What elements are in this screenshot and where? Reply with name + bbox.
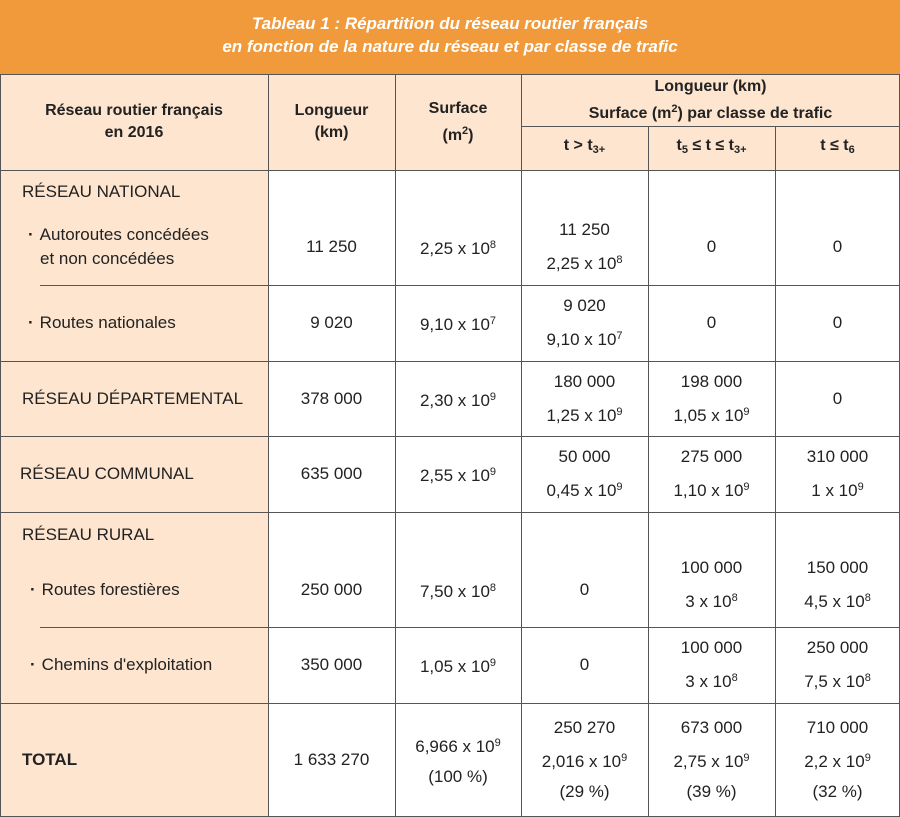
autoroutes-class3: 0 xyxy=(832,236,843,256)
header-surface-line1: Surface xyxy=(428,99,488,117)
row-nationales-label xyxy=(28,285,268,361)
departemental-longueur: 378 000 xyxy=(300,388,363,408)
communal-class3: 310 000 1 x $10^9$ xyxy=(806,447,869,500)
autoroutes-class1: 11 250 2,25 x $10^8$ xyxy=(546,219,623,273)
grid-line xyxy=(0,703,900,704)
forestieres-class2: 100 000 3 x $10^8$ xyxy=(680,557,743,611)
total-longueur: 1 633 270 xyxy=(293,750,370,769)
header-class-2 xyxy=(648,126,775,170)
grid-line xyxy=(40,627,900,628)
total-surface: 6,966 x $10^9$ (100 %) xyxy=(415,737,501,786)
total-class3: 710 000 2,2 x $10^9$ (32 %) xyxy=(804,718,871,801)
departemental-class3: 0 xyxy=(832,388,843,408)
total-class2: 673 000 2,75 x $10^9$ (39 %) xyxy=(673,718,750,801)
nationales-surface: 9,10 x $10^7$ xyxy=(419,315,497,334)
forestieres-surface: 7,50 x $10^8$ xyxy=(419,581,497,601)
autoroutes-longueur: 11 250 xyxy=(306,236,357,256)
header-group-line2: Surface $(m^2)$ par classe de trafic xyxy=(588,102,833,122)
communal-class2: 275 000 1,10 x $10^9$ xyxy=(673,447,750,500)
title-line-2: en fonction de la nature du réseau et par classe de trafic xyxy=(222,37,678,56)
section-departemental: RÉSEAU DÉPARTEMENTAL xyxy=(22,388,244,408)
table-title xyxy=(0,0,900,74)
nationales-longueur: 9 020 xyxy=(310,313,353,332)
grid-line xyxy=(521,126,900,127)
chemins-class3: 250 000 7,5 x $10^8$ xyxy=(804,638,871,691)
autoroutes-class2: 0 xyxy=(706,236,717,256)
departemental-class2: 198 000 1,05 x $10^9$ xyxy=(673,371,750,425)
nationales-label: · Routes nationales xyxy=(28,308,176,338)
section-communal: RÉSEAU COMMUNAL xyxy=(20,464,194,483)
forestieres-class3: 150 000 4,5 x $10^8$ xyxy=(804,557,871,611)
header-group xyxy=(521,74,900,126)
header-class-2-text: $t_5 \le t \le t_{3+}$ xyxy=(676,137,747,156)
grid-line xyxy=(0,361,900,362)
header-class-3 xyxy=(775,126,900,170)
grid-line xyxy=(0,436,900,437)
grid-line xyxy=(775,126,776,817)
road-network-table xyxy=(0,74,900,817)
chemins-label: · Chemins d'exploitation xyxy=(30,650,212,680)
communal-class1: 50 000 0,45 x $10^9$ xyxy=(546,447,623,500)
header-surface xyxy=(395,74,521,170)
grid-line xyxy=(521,74,522,817)
header-class-3-text: $t \le t_6$ xyxy=(820,137,855,156)
header-group-line1: Longueur (km) xyxy=(654,77,767,95)
departemental-surface: 2,30 x $10^9$ xyxy=(419,390,497,410)
grid-line xyxy=(268,74,269,817)
title-line-1: Tableau 1 : Répartition du réseau routier français xyxy=(251,14,649,33)
chemins-surface: 1,05 x $10^9$ xyxy=(419,657,497,676)
header-longueur xyxy=(268,74,395,170)
header-longueur-line2: (km) xyxy=(314,124,349,141)
section-national: RÉSEAU NATIONAL xyxy=(22,182,181,201)
autoroutes-label-2: et non concédées xyxy=(40,249,175,268)
header-surface-line2: $(m^2)$ xyxy=(442,124,474,144)
grid-line xyxy=(0,74,900,75)
grid-line xyxy=(40,285,900,286)
header-reseau-line2: en 2016 xyxy=(104,124,164,141)
grid-line xyxy=(0,170,900,171)
row-autoroutes-label xyxy=(28,220,268,274)
forestieres-longueur: 250 000 xyxy=(300,579,363,599)
header-class-1 xyxy=(521,126,648,170)
grid-line xyxy=(0,512,900,513)
chemins-class2: 100 000 3 x $10^8$ xyxy=(680,638,743,691)
communal-surface: 2,55 x $10^9$ xyxy=(419,466,497,485)
communal-longueur: 635 000 xyxy=(300,464,363,483)
header-class-1-text: $t > t_{3+}$ xyxy=(563,137,606,156)
chemins-longueur: 350 000 xyxy=(300,655,363,674)
section-rural: RÉSEAU RURAL xyxy=(22,525,155,544)
forestieres-label: · Routes forestières xyxy=(30,575,180,605)
chemins-class1: 0 xyxy=(579,655,590,674)
header-reseau-line1: Réseau routier français xyxy=(45,102,223,119)
grid-line xyxy=(0,74,1,817)
forestieres-class1: 0 xyxy=(579,579,590,599)
grid-line xyxy=(648,126,649,817)
autoroutes-surface: 2,25 x $10^8$ xyxy=(419,238,497,258)
nationales-class2: 0 xyxy=(706,313,717,332)
header-longueur-line1: Longueur xyxy=(294,102,369,119)
header-reseau xyxy=(0,74,268,170)
total-class1: 250 270 2,016 x $10^9$ (29 %) xyxy=(541,718,628,801)
row-chemins-label xyxy=(30,627,268,703)
grid-line xyxy=(395,74,396,817)
nationales-class1: 9 020 9,10 x $10^7$ xyxy=(546,296,623,349)
departemental-class1: 180 000 1,25 x $10^9$ xyxy=(546,371,623,425)
row-total-label: TOTAL xyxy=(22,750,78,769)
row-forestieres-label xyxy=(30,552,268,627)
autoroutes-label-1: · Autoroutes concédées xyxy=(28,223,209,247)
nationales-class3: 0 xyxy=(832,313,843,332)
